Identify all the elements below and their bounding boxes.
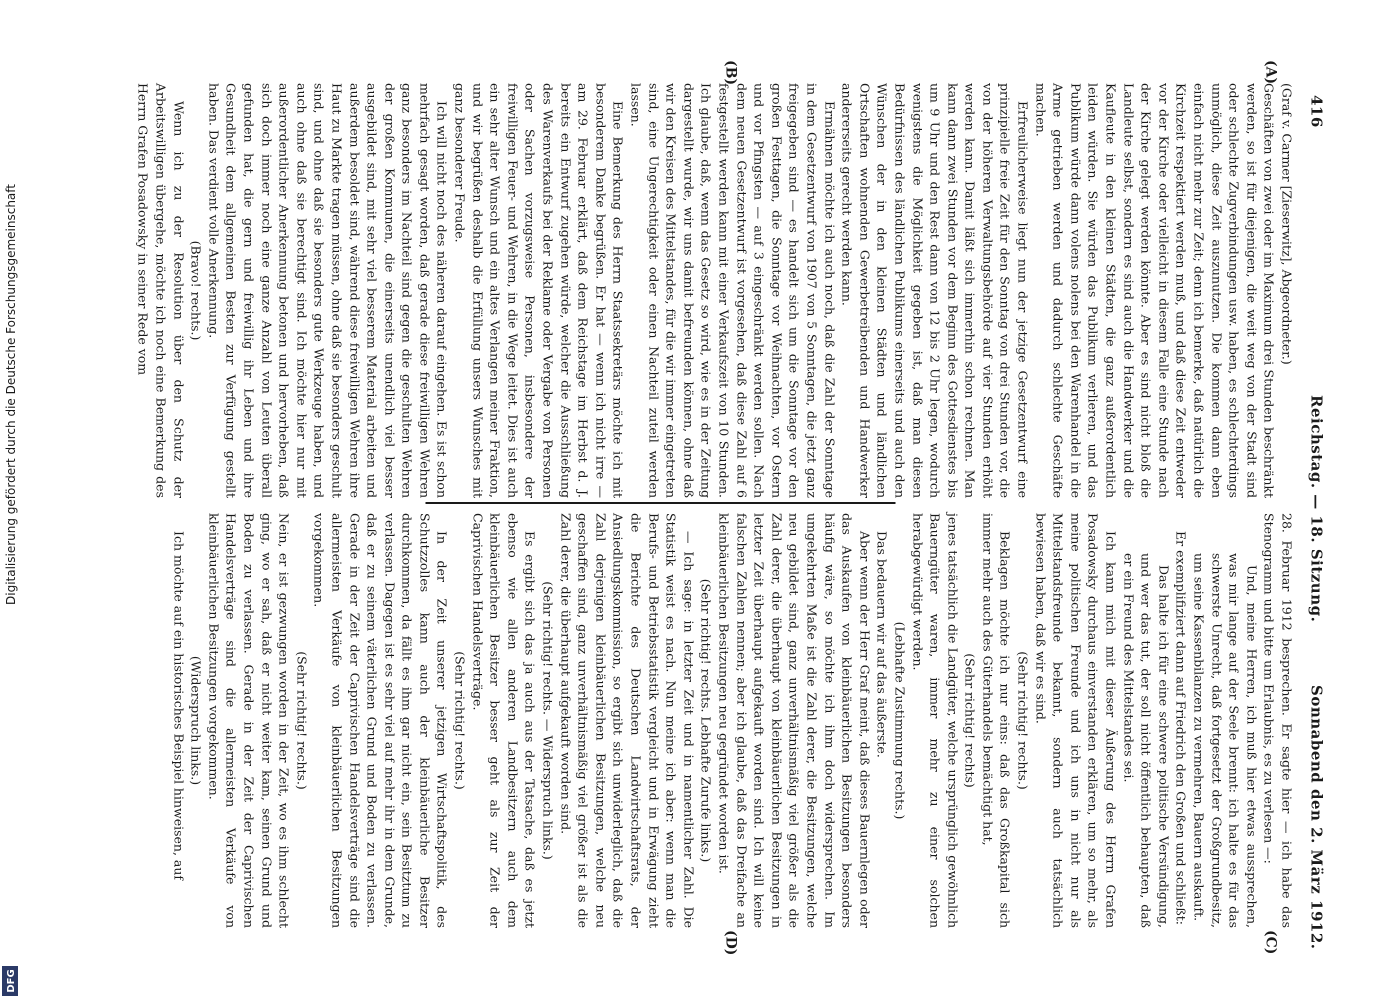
paragraph: — Ich sage: in letzter Zeit und in namentlicher Zahl. Die Statistik weist es nach. Nun meine ich aber: wenn man die Berufs- und Betriebsstatistik vergleicht und in Erwägung zieht die Berichte des Deutschen Landwirtschaftsrats, der Ansiedlungskommission, so ergibt sich unwiderleglich, daß die Zahl derjenigen kleinbäuerlichen Besitzungen, welche neu geschaffen sind, ganz unverhältnismäßig viel größer ist als die Zahl derer, die überhaupt aufgekauft worden sind. [557, 513, 696, 928]
page-title: Reichstag. — 18. Sitzung. [1307, 395, 1325, 623]
paragraph: (Sehr richtig! rechts. Lebhafte Zurufe links.) [698, 578, 714, 863]
dfg-logo-text: DFG [6, 969, 17, 993]
paragraph: Das halte ich für eine schwere politische Versündigung, und wer das tut, der soll nicht öffentlich behaupten, daß er ein Freund des Mittelstandes sei. [1120, 553, 1171, 928]
paragraph: Wenn ich zu der Resolution über den Schutz der Arbeitswilligen übergehe, möchte ich noch eine Bemerkung des Herrn Grafen Posadowsky in seiner Rede vom [135, 83, 186, 498]
paragraph: jenes tatsächlich die Landgüter, welche ursprünglich gewöhnlich Bauerngüter waren, immer mehr zu einer solchen herabgewürdigt werden. [909, 513, 960, 928]
paragraph: Er exemplifiziert dann auf Friedrich den Großen und schließt: [1173, 531, 1189, 925]
paragraph: Es ergibt sich das ja auch aus der Tatsache, daß es jetzt ebenso wie allen anderen Landbesitzern auch dem kleinbäuerlichen Besitzer besser geht als zur Zeit der Caprivischen Handelsverträge. [469, 513, 538, 928]
paragraph: Beklagen möchte ich nur eins: daß das Großkapital sich immer mehr auch des Güterhandels bemächtigt hat, [979, 513, 1013, 928]
paragraph: Erfreulicherweise liegt nun der jetzige Gesetzentwurf eine prinzipielle freie Zeit für den Sonntag von drei Stunden vor, die von der höheren Verwaltungsbehörde auf vier Stunden erhöht werden kann. Damit läßt sich immerhin schon rechnen. Man kann dann zwei Stunden vor dem Beginn des Gottesdienstes bis um 9 Uhr und den Rest dann von 12 bis 2 Uhr legen, wodurch wenigstens die Möglichkeit gegeben ist, daß man diesen Bedürfnissen des ländlichen Publikums einerseits und auch den Wünschen der in den kleinen Städten und ländlichen Ortschaften wohnenden Gewerbetreibenden und Handwerker andererseits gerecht werden kann. [839, 83, 1031, 498]
paragraph: Ich möchte auf ein historisches Beispiel hinweisen, auf [170, 531, 186, 881]
paragraph: (Graf v. Carmer [Zieserwitz], Abgeordneter.) [1279, 83, 1294, 365]
paragraph: Geschäften von zwei oder im Maximum drei Stunden beschränkt werden, so ist für diejenigen, die weit weg von der Stadt sind oder schlechte Zugverbindungen usw. haben, es schlechterdings unmöglich, diese Zeit auszunutzen. Die kommen dann eben einfach nicht mehr zur Zeit; denn ich bemerke, daß natürlich die Kirchzeit respektiert werden muß, und daß diese Zeit entweder vor der Kirche oder vielleicht in diesem Falle eine Stunde nach der Kirche gelegt werden könnte. Aber es sind nicht bloß die Landleute selbst, sondern es sind auch die Handwerker und die Kaufleute in den kleinen Städten, die ganz außerordentlich leiden würden. Sie würden das Publikum verlieren, und das Publikum würde dann volens nolens bei den Warenhandel in die Arme getrieben werden und dadurch schlechte Geschäfte machen. [1032, 83, 1277, 498]
paragraph: Das bedauern wir auf das äußerste. [874, 531, 890, 758]
column-divider [425, 502, 895, 504]
paragraph: (Lebhafte Zustimmung rechts.) [891, 621, 907, 820]
dfg-logo-icon [2, 966, 18, 996]
page-header [1295, 95, 1335, 995]
paragraph: Ich will nicht noch des näheren darauf eingehen. Es ist schon mehrfach gesagt worden, daß gerade diese freiwilligen Wehren ganz besonders im Nachteil sind gegen die geschulten Wehren der großen Kommunen, die einerseits unendlich viel besser ausgebildet sind, mit sehr viel besserem Material arbeiten und außerdem besoldet sind, während diese freiwilligen Wehren ihre Haut zu Markte tragen müssen, ohne daß sie besonders geschult sind, und ohne daß sie besonders gute Werkzeuge haben, und auch ohne daß sie berechtigt sind. Ich möchte hier nur mit außerordentlicher Anerkennung betonen und hervorheben, daß sich doch immer noch eine ganze Anzahl von Leuten überall gefunden hat, die gern und freiwillig ihr Leben und ihre Gesundheit dem allgemeinen Besten zur Verfügung gestellt haben. Das verdient volle Anerkennung. [205, 83, 450, 498]
page-number: 416 [1307, 95, 1325, 128]
paragraph: (Sehr richtig! rechts.) [1015, 651, 1031, 790]
paragraph: (Widerspruch links.) [188, 655, 204, 786]
paragraph: Aber wenn der Herr Graf meint, daß dieses Bauernlegen oder das Auskaufen von kleinbäuerlichen Besitzungen besonders häufig wäre, so möchte ich ihm doch widersprechen. Im umgekehrten Maße ist die Zahl derer, die Besitzungen, welche neu gebildet sind, ganz unverhältnismäßig viel größer als die Zahl derer, die überhaupt von kleinbäuerlichen Besitzungen in letzter Zeit überhaupt aufgekauft worden sind. Ich will keine falschen Zahlen nennen; aber ich glaube, daß das Dreifache an kleinbäuerlichen Besitzungen neu gegründet worden ist. [716, 513, 872, 928]
digitization-credit: Digitalisierung gefördert durch die Deutsche Forschungsgemeinschaft [4, 183, 18, 605]
paragraph: In der Zeit unserer jetzigen Wirtschaftspolitik, des Schutzzolles kann auch der kleinbäuerliche Besitzer durchkommen, da fällt es ihm gar nicht ein, sein Besitztum zu verlassen. Dagegen ist es sehr viel auf mehr ihr in dem Grunde, daß er zu seinem väterlichen Grund und Boden zu verlassen. Gerade in der Zeit der Caprivischen Handelsverträge sind die allermeisten Verkäufe von kleinbäuerlichen Besitzungen vorgekommen. [311, 513, 450, 928]
margin-mark-c: (C) [1262, 930, 1278, 955]
margin-mark-b: (B) [722, 60, 738, 86]
left-text-column [134, 83, 1295, 498]
margin-mark-a: (A) [1262, 60, 1278, 85]
paragraph: (Sehr richtig! rechts.) [452, 651, 468, 790]
paragraph: (Bravo! rechts.) [188, 240, 204, 341]
paragraph: (Sehr richtig! rechts) [962, 653, 978, 788]
paragraph: Ich kann mich mit dieser Äußerung des Herrn Grafen Posadowsky durchaus einverstanden erklären, um so mehr, als meine politischen Freunde und ich uns in nicht nur als Mittelstandsfreunde bekannt, sondern auch tatsächlich bewiesen haben, daß wir es sind. [1032, 513, 1119, 928]
paragraph: Ermähnen möchte ich auch noch, daß die Zahl der Sonntage in dem Gesetzentwurf von 1907 von 5 Sonntagen, die jetzt ganz freigegeben sind — es handelt sich um die Sonntage vor den großen Festtagen, die Sonntage vor Weihnachten, vor Ostern und vor Pfingsten — auf 3 eingeschränkt werden sollen. Nach dem neuen Gesetzentwurf ist vorgesehen, daß diese Zahl auf 6 festgestellt werden kann mit einer Verkaufszeit von 10 Stunden. Ich glaube, daß, wenn das Gesetz so wird, wie es in der Zeitung dargestellt wurde, wir uns damit befreunden können, ohne daß wir den Kreisen des Mittelstandes, für die wir immer eingetreten sind, eine Ungerechtigkeit oder einen Nachteil zuteil werden lassen. [628, 83, 837, 498]
paragraph: Und, meine Herren, ich muß hier etwas aussprechen, was mir lange auf der Seele brennt: ich halte es für das schwerste Unrecht, daß fortgesetzt der Großgrundbesitz, um seine Kassenbilanzen zu vermehren, Bauern auskauft. [1191, 553, 1259, 928]
right-text-column [169, 513, 1295, 928]
dfg-logo [2, 969, 32, 996]
page-date: Sonnabend den 2. März 1912. [1307, 685, 1325, 950]
paragraph: Eine Bemerkung des Herrn Staatssekretärs möchte ich mit besonderem Danke begrüßen. Er hat — wenn ich nicht irre — am 29. Februar erklärt, daß dem Reichstage im Herbst d. J. bereits ein Entwurf zugehen würde, welcher die Ausschließung des Warenverkaufs bei der Reklame oder Vergabe von Personen oder Sachen vorzugsweise Personen, insbesondere der freiwilligen Feuer- und Wehren, in die Wege leitet. Dies ist auch ein sehr alter Wunsch und ein altes Verlangen meiner Fraktion, und wir begrüßen deshalb die Erfüllung unsers Wunsches mit ganz besonderer Freude. [452, 83, 626, 498]
paragraph: (Sehr richtig! rechts. — Widerspruch links.) [540, 581, 556, 860]
paragraph: Nein, er ist gezwungen worden in der Zeit, wo es ihm schlecht ging, wo er sah, daß er nicht weiter kam, seinen Grund und Boden zu verlassen. Gerade in der Zeit der Caprivischen Handelsverträge sind die allermeisten Verkäufe von kleinbäuerlichen Besitzungen vorgekommen. [205, 513, 292, 928]
paragraph: 28. Februar 1912 besprechen. Er sagte hier — ich habe das Stenogramm und bitte um Erlaubnis, es zu verlesen —: [1261, 513, 1294, 928]
paragraph: (Sehr richtig! rechts.) [293, 651, 309, 790]
margin-mark-d: (D) [722, 930, 738, 956]
